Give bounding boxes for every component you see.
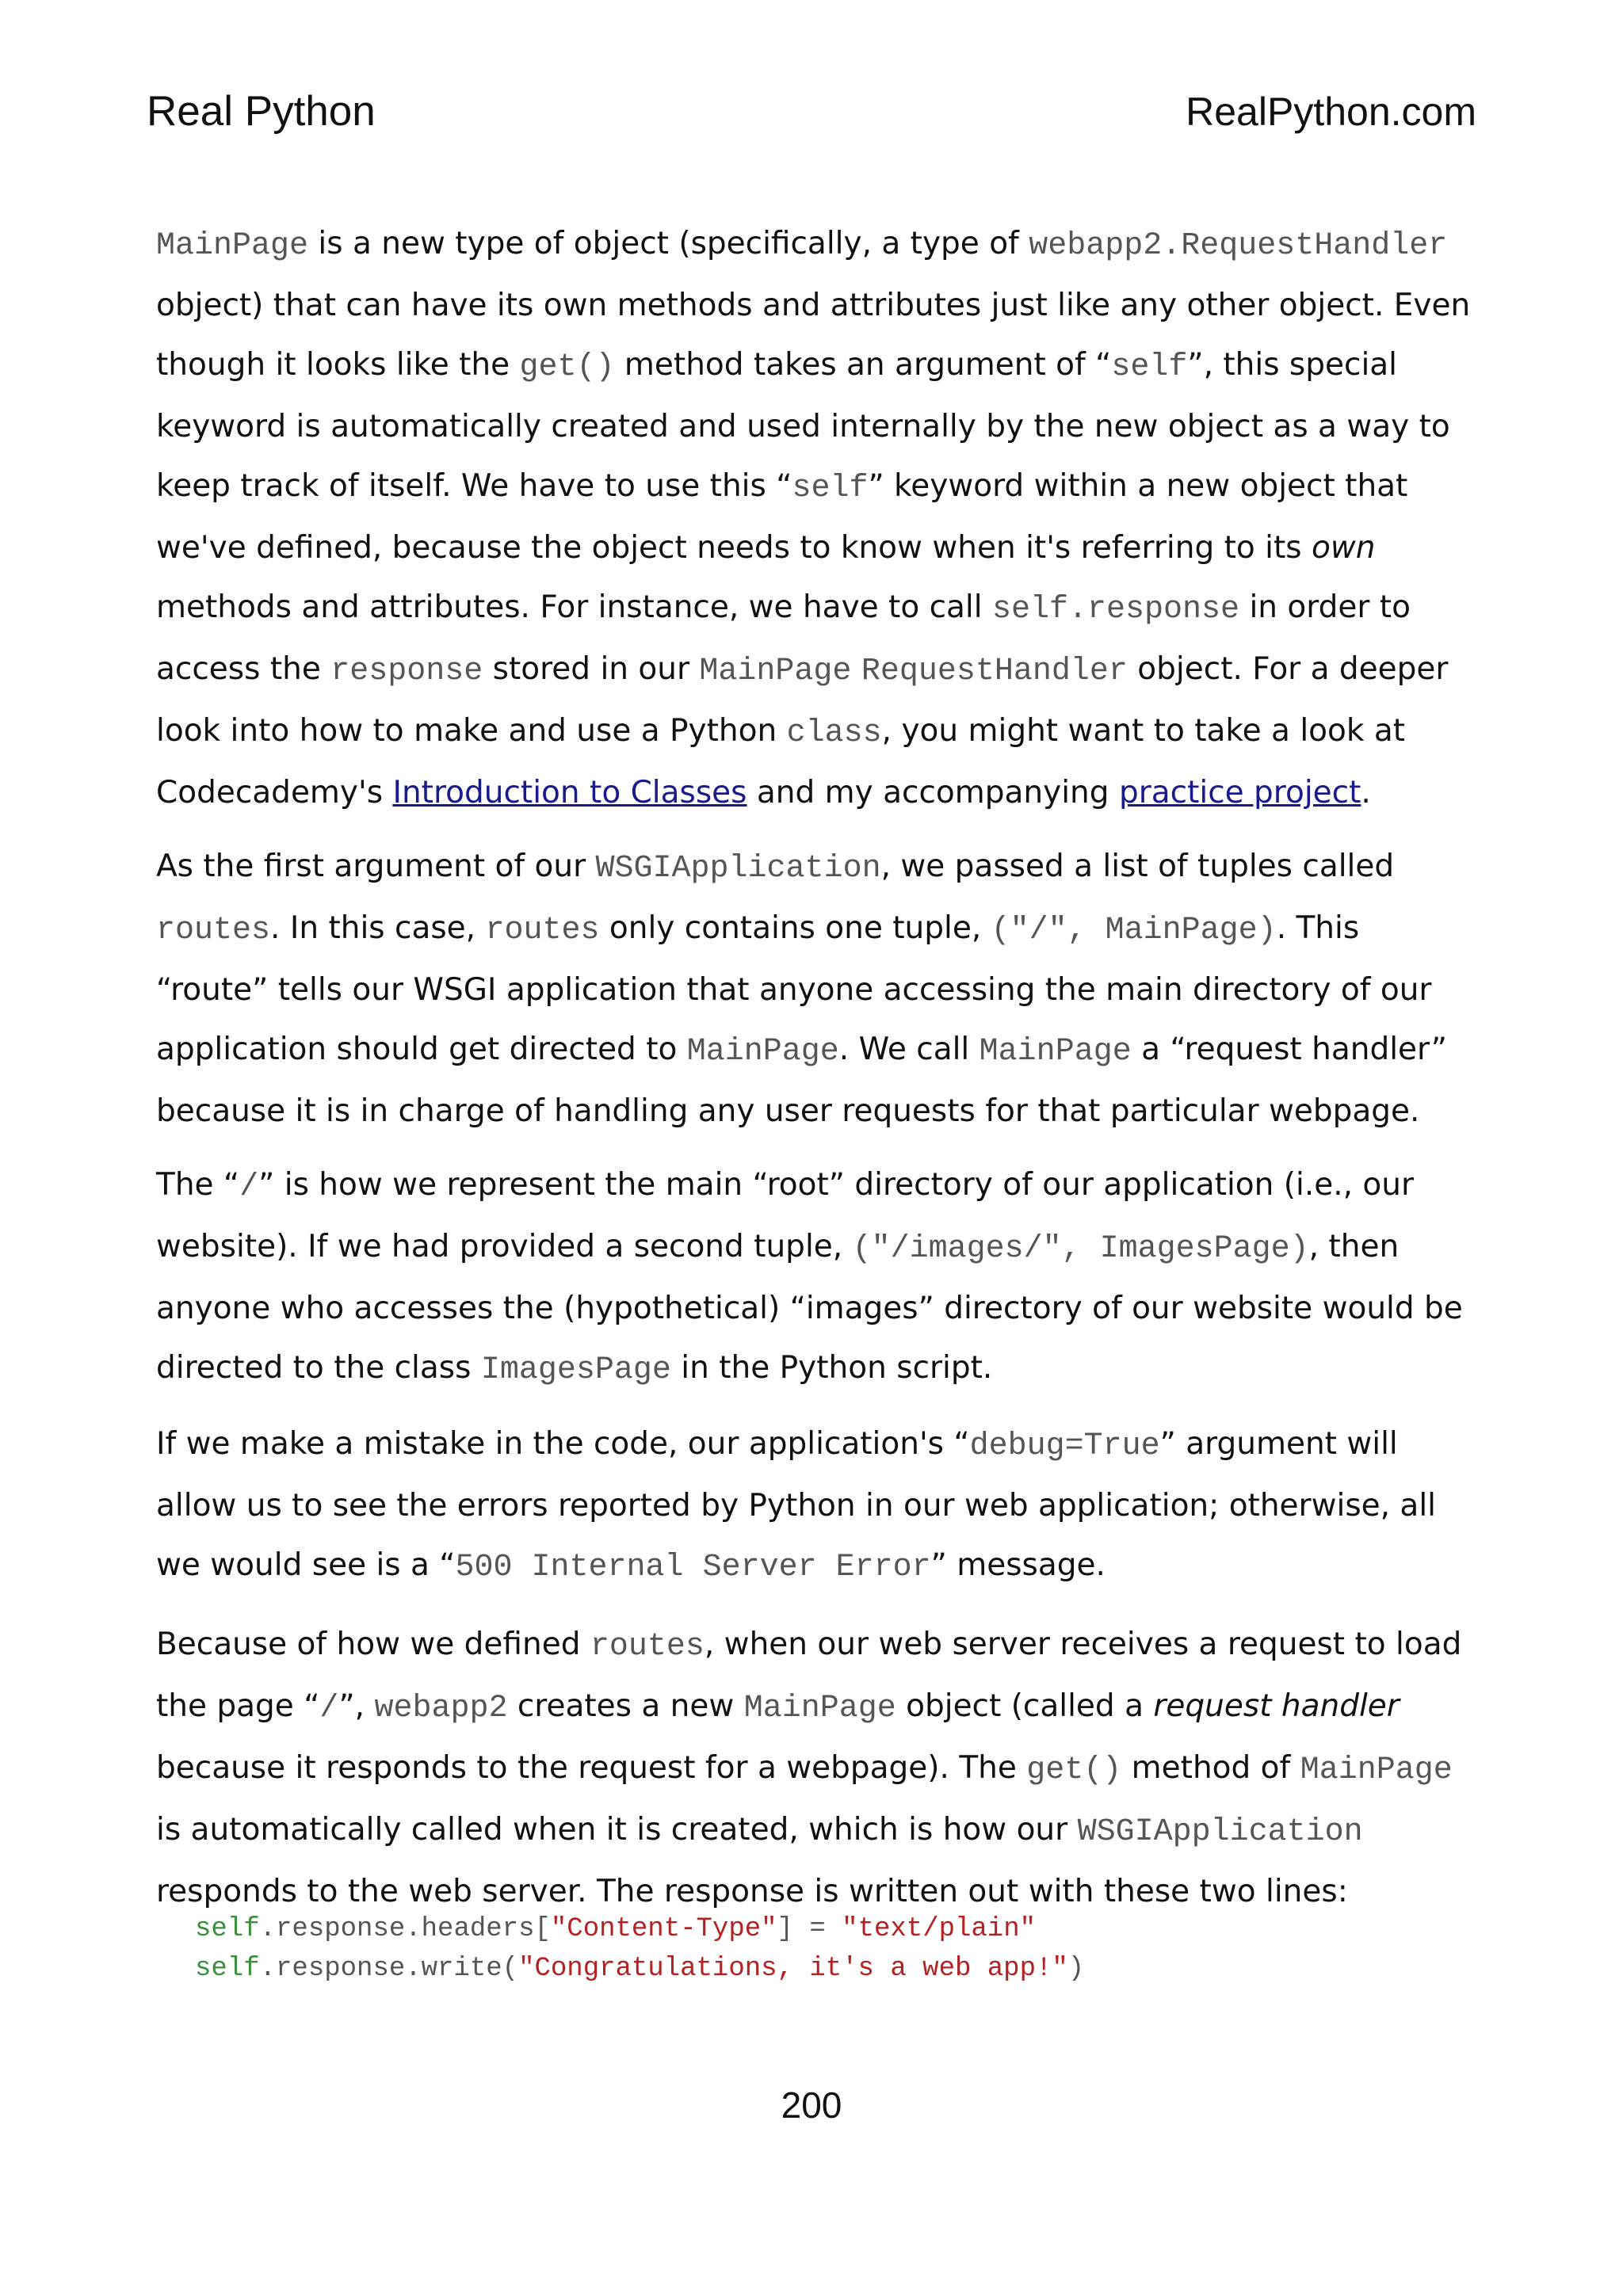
inline-code: ImagesPage [480,1352,671,1388]
book-title: Real Python [147,88,376,135]
code-line: self.response.write("Congratulations, it's a web app!") [195,1954,1085,1984]
inline-code: webapp2 [374,1691,508,1726]
inline-code: / [319,1691,339,1726]
inline-code: MainPage [1300,1753,1453,1788]
inline-code: WSGIApplication [595,851,881,887]
paragraph-routes: As the first argument of our WSGIApplication, we passed a list of tuples called routes. In this case, routes only contains one tuple, ("/", MainPage). This “route” tells our WSGI application that anyone accessing the main directory of our application should get directed to MainPage. We call MainPage a “request handler” because it is in charge of handling any user requests for that particular webpage. [156,849,1447,1129]
inline-code: MainPage [979,1034,1132,1070]
inline-code: class [786,715,882,751]
page-header [147,87,1476,135]
inline-code: ("/", MainPage) [991,913,1277,948]
inline-code: response [330,654,483,689]
code-line: self.response.headers["Content-Type"] = "text/plain" [195,1914,1037,1944]
inline-code: self.response [992,592,1240,627]
main-content [156,214,1480,1936]
inline-code: / [239,1169,259,1205]
paragraph-root-directory: The “/” is how we represent the main “root” directory of our application (i.e., our website). If we had provided a second tuple, ("/images/", ImagesPage), then anyone who accesses the (hypothetical) “images” directory of our website would be directed to the class ImagesPage in the Python script. [156,1167,1463,1388]
inline-code: self [792,471,869,506]
inline-code: get() [1026,1753,1122,1788]
site-name: RealPython.com [1186,90,1476,134]
paragraph-mainpage-explanation: MainPage is a new type of object (specifically, a type of webapp2.RequestHandler object) that can have its own methods and attributes just like any other object. Even though it looks like the get() method takes an argument of “self”, this special keyword is automatically created and used internally by the new object as a way to keep track of itself. We have to use this “self” keyword within a new object that we've defined, because the object needs to know when it's referring to its own methods and attributes. For instance, we have to call self.response in order to access the response stored in our MainPage RequestHandler object. For a deeper look into how to make and use a Python class, you might want to take a look at Codecademy's Introduction to Classes and my accompanying practice project. [156,226,1471,810]
inline-code: RequestHandler [861,654,1128,689]
inline-code: 500 Internal Server Error [455,1550,931,1585]
inline-code: routes [590,1629,705,1665]
inline-code: routes [485,913,600,948]
inline-code: WSGIApplication [1077,1814,1363,1850]
inline-code: MainPage [743,1691,896,1726]
inline-code: MainPage [699,654,852,689]
code-block [195,1909,1084,1989]
inline-code: webapp2.RequestHandler [1029,228,1448,264]
inline-code: MainPage [156,228,309,264]
inline-code: ("/images/", ImagesPage) [852,1231,1309,1267]
page-number: 200 [781,2084,842,2126]
paragraph-request-handler: Because of how we defined routes, when our web server receives a request to load the page “/”, webapp2 creates a new MainPage object (called a request handler because it responds to the request for a webpage). The get() method of MainPage is automatically called when it is created, which is how our WSGIApplication responds to the web server. The response is written out with these two lines: [156,1627,1462,1909]
inline-code: MainPage [686,1034,839,1070]
emphasis: request handler [1153,1688,1400,1724]
paragraph-debug: If we make a mistake in the code, our application's “debug=True” argument will allow us to see the errors reported by Python in our web application; otherwise, all we would see is a “500 Internal Server Error” message. [156,1426,1436,1585]
introduction-to-classes-link[interactable]: Introduction to Classes [392,775,747,810]
inline-code: debug=True [969,1428,1160,1464]
inline-code: routes [156,913,271,948]
emphasis: own [1312,530,1376,566]
inline-code: get() [519,349,615,385]
practice-project-link[interactable]: practice project [1118,775,1361,810]
inline-code: self [1111,349,1188,385]
